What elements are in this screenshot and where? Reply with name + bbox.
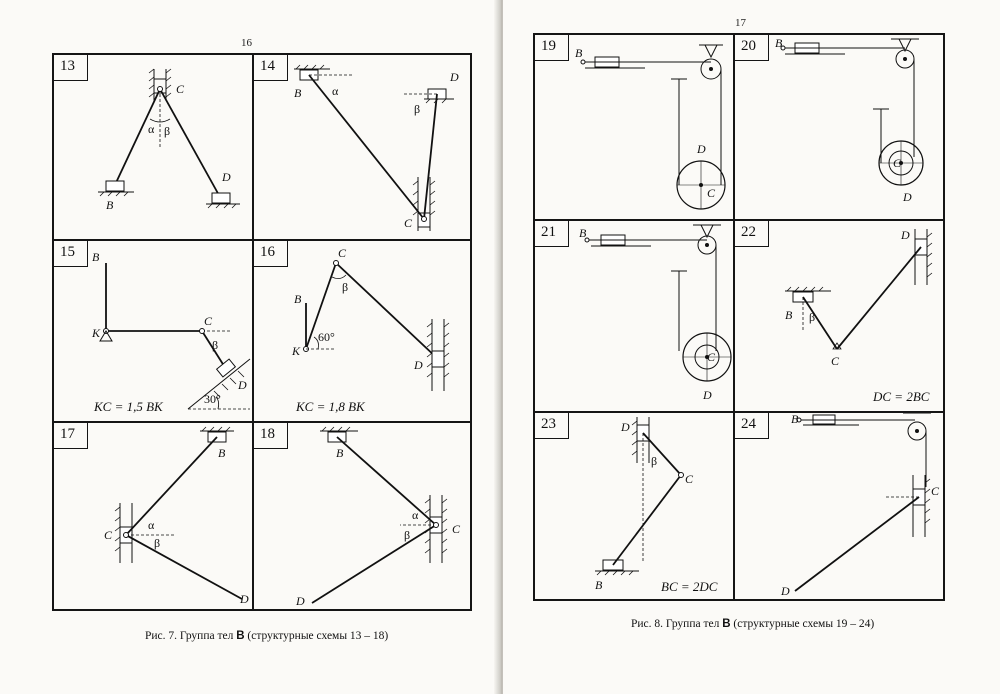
scheme-cell-17 bbox=[53, 422, 253, 610]
angle-label: β bbox=[414, 102, 421, 116]
point-label: D bbox=[697, 142, 706, 156]
point-label: C bbox=[176, 82, 185, 96]
point-label: B bbox=[785, 308, 793, 322]
scheme-number: 17 bbox=[60, 426, 75, 442]
point-label: C bbox=[104, 528, 113, 542]
scheme-cell-13 bbox=[53, 54, 253, 240]
angle-label: β bbox=[809, 310, 816, 324]
scheme-cell-18 bbox=[253, 422, 471, 610]
scheme-number: 20 bbox=[741, 38, 756, 54]
point-label: D bbox=[296, 594, 305, 608]
scheme-number: 18 bbox=[260, 426, 275, 442]
scheme-cell-14 bbox=[253, 54, 471, 240]
point-label: B bbox=[294, 292, 302, 306]
left-page bbox=[0, 0, 498, 694]
angle-label: β bbox=[404, 528, 411, 542]
scheme-diagram-16 bbox=[254, 241, 471, 422]
scheme-grid-19-24 bbox=[533, 33, 945, 601]
scheme-number: 15 bbox=[60, 244, 75, 260]
scheme-relation: DC = 2BC bbox=[873, 389, 930, 404]
scheme-relation: KC = 1,5 BK bbox=[94, 399, 163, 414]
point-label: B bbox=[336, 446, 344, 460]
scheme-diagram-18 bbox=[254, 423, 471, 610]
point-label: B bbox=[595, 578, 603, 592]
point-label: D bbox=[903, 190, 912, 204]
point-label: C bbox=[452, 522, 461, 536]
point-label: B bbox=[579, 226, 587, 240]
point-label: B bbox=[92, 250, 100, 264]
scheme-cell-24 bbox=[734, 412, 944, 600]
angle-label: β bbox=[154, 536, 161, 550]
angle-label: α bbox=[148, 518, 155, 532]
point-label: D bbox=[781, 584, 790, 598]
scheme-number: 14 bbox=[260, 58, 275, 74]
scheme-number: 22 bbox=[741, 224, 756, 240]
point-label: C bbox=[931, 484, 940, 498]
scheme-cell-22 bbox=[734, 220, 944, 412]
scheme-diagram-20 bbox=[735, 35, 944, 220]
angle-label: β bbox=[651, 454, 658, 468]
scheme-relation: KC = 1,8 BK bbox=[296, 399, 365, 414]
scheme-diagram-23 bbox=[535, 413, 734, 600]
scheme-diagram-15 bbox=[54, 241, 253, 422]
caption-suffix: (структурные схемы 19 – 24) bbox=[730, 618, 875, 630]
scheme-diagram-21 bbox=[535, 221, 734, 412]
angle-label: 30° bbox=[204, 392, 221, 406]
scheme-diagram-22 bbox=[735, 221, 944, 412]
scheme-cell-23 bbox=[534, 412, 734, 600]
scheme-diagram-19 bbox=[535, 35, 734, 220]
caption-group: В bbox=[236, 630, 245, 642]
point-label: C bbox=[707, 186, 716, 200]
scheme-diagram-17 bbox=[54, 423, 253, 610]
point-label: B bbox=[791, 413, 799, 426]
angle-label: α bbox=[148, 122, 155, 136]
scheme-number: 13 bbox=[60, 58, 75, 74]
point-label: K bbox=[92, 326, 101, 340]
point-label: B bbox=[106, 198, 114, 212]
point-label: D bbox=[222, 170, 231, 184]
point-label: D bbox=[238, 378, 247, 392]
angle-label: α bbox=[412, 508, 419, 522]
scheme-number: 21 bbox=[541, 224, 556, 240]
point-label: C bbox=[893, 156, 902, 170]
point-label: C bbox=[204, 314, 213, 328]
scheme-number: 23 bbox=[541, 416, 556, 432]
right-page bbox=[503, 0, 1000, 694]
point-label: B bbox=[218, 446, 226, 460]
page-number-right: 17 bbox=[735, 17, 746, 29]
point-label: C bbox=[404, 216, 413, 230]
caption-suffix: (структурные схемы 13 – 18) bbox=[244, 630, 389, 642]
point-label: D bbox=[414, 358, 423, 372]
point-label: D bbox=[450, 70, 459, 84]
scheme-cell-20 bbox=[734, 34, 944, 220]
point-label: D bbox=[703, 388, 712, 402]
scheme-cell-21 bbox=[534, 220, 734, 412]
figure-caption-left bbox=[145, 630, 388, 642]
point-label: C bbox=[338, 246, 347, 260]
point-label: B bbox=[775, 36, 783, 50]
angle-label: 60° bbox=[318, 330, 335, 344]
point-label: D bbox=[240, 592, 249, 606]
point-label: C bbox=[831, 354, 840, 368]
scheme-diagram-14 bbox=[254, 55, 471, 240]
point-label: C bbox=[685, 472, 694, 486]
scheme-number: 24 bbox=[741, 416, 756, 432]
angle-label: β bbox=[212, 338, 219, 352]
caption-group: В bbox=[722, 618, 731, 630]
angle-label: α bbox=[332, 84, 339, 98]
point-label: C bbox=[707, 350, 716, 364]
figure-caption-right bbox=[631, 618, 874, 630]
caption-prefix: Рис. 8. Группа тел bbox=[631, 618, 723, 630]
angle-label: β bbox=[342, 280, 349, 294]
scheme-number: 16 bbox=[260, 244, 275, 260]
scheme-cell-19 bbox=[534, 34, 734, 220]
scheme-diagram-24 bbox=[735, 413, 944, 600]
point-label: D bbox=[621, 420, 630, 434]
scheme-diagram-13 bbox=[54, 55, 253, 240]
scheme-grid-13-18 bbox=[52, 53, 472, 611]
scheme-cell-16 bbox=[253, 240, 471, 422]
scheme-number: 19 bbox=[541, 38, 556, 54]
caption-prefix: Рис. 7. Группа тел bbox=[145, 630, 237, 642]
scheme-relation: BC = 2DC bbox=[661, 579, 718, 594]
point-label: K bbox=[292, 344, 301, 358]
point-label: B bbox=[294, 86, 302, 100]
point-label: B bbox=[575, 46, 583, 60]
point-label: D bbox=[901, 228, 910, 242]
page-number-left: 16 bbox=[241, 37, 252, 49]
angle-label: β bbox=[164, 124, 171, 138]
scheme-cell-15 bbox=[53, 240, 253, 422]
